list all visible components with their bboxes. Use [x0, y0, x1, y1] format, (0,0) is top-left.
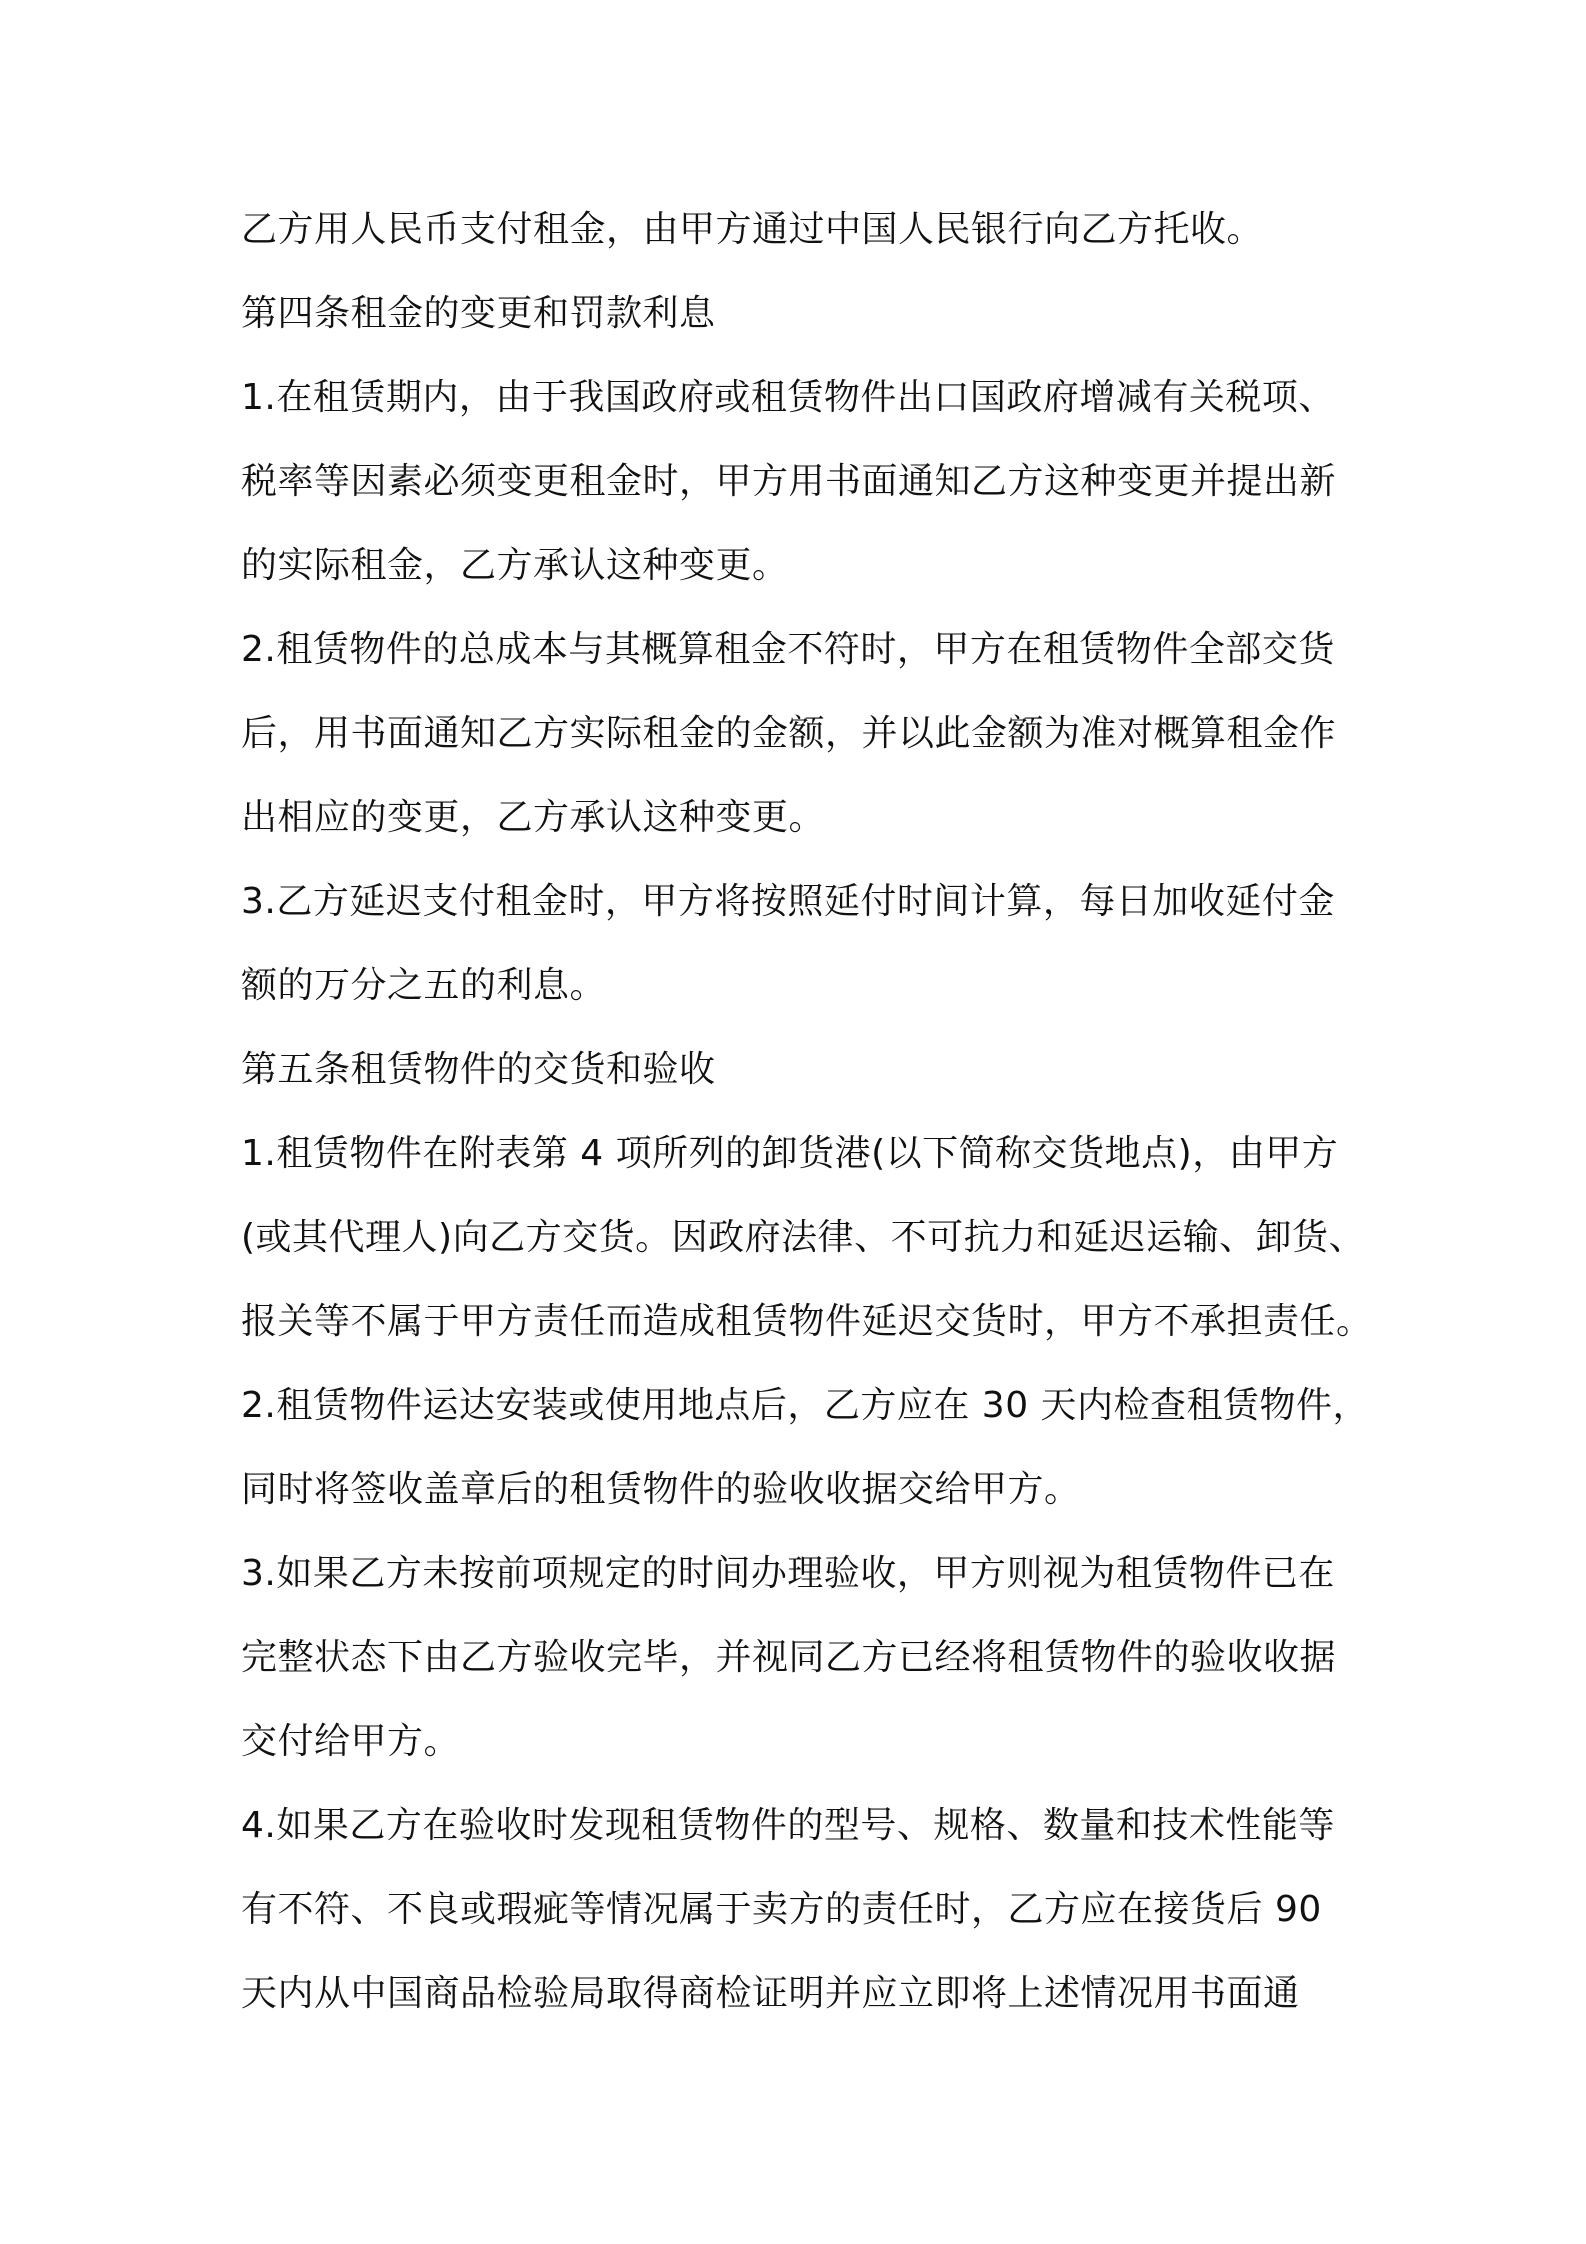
text-line: 天内从中国商品检验局取得商检证明并应立即将上述情况用书面通 [241, 1973, 1300, 2014]
text-line: 后，用书面通知乙方实际租金的金额，并以此金额为准对概算租金作 [241, 713, 1337, 754]
text-line: 2.租赁物件的总成本与其概算租金不符时，甲方在租赁物件全部交货 [241, 629, 1335, 670]
text-line: (或其代理人)向乙方交货。因政府法律、不可抗力和延迟运输、卸货、 [241, 1217, 1366, 1258]
text-line: 完整状态下由乙方验收完毕，并视同乙方已经将租赁物件的验收收据 [241, 1637, 1337, 1678]
text-line: 3.乙方延迟支付租金时，甲方将按照延付时间计算，每日加收延付金 [241, 881, 1335, 922]
text-line: 交付给甲方。 [241, 1721, 461, 1762]
text-line: 出相应的变更，乙方承认这种变更。 [241, 797, 826, 838]
text-line: 1.租赁物件在附表第 4 项所列的卸货港(以下简称交货地点)，由甲方 [241, 1133, 1339, 1174]
text-line: 有不符、不良或瑕疵等情况属于卖方的责任时，乙方应在接货后 90 [241, 1889, 1322, 1930]
text-line: 报关等不属于甲方责任而造成租赁物件延迟交货时，甲方不承担责任。 [241, 1301, 1373, 1342]
text-line: 3.如果乙方未按前项规定的时间办理验收，甲方则视为租赁物件已在 [241, 1553, 1335, 1594]
text-line: 4.如果乙方在验收时发现租赁物件的型号、规格、数量和技术性能等 [241, 1805, 1335, 1846]
section-heading: 第五条租赁物件的交货和验收 [241, 1049, 716, 1090]
text-line: 1.在租赁期内，由于我国政府或租赁物件出口国政府增减有关税项、 [241, 377, 1335, 418]
document-body [241, 188, 1381, 2036]
text-line: 的实际租金，乙方承认这种变更。 [241, 545, 789, 586]
text-line: 2.租赁物件运达安装或使用地点后，乙方应在 30 天内检查租赁物件， [241, 1385, 1370, 1426]
text-line: 税率等因素必须变更租金时，甲方用书面通知乙方这种变更并提出新 [241, 461, 1337, 502]
text-line: 额的万分之五的利息。 [241, 965, 607, 1006]
section-heading: 第四条租金的变更和罚款利息 [241, 293, 716, 334]
text-line: 乙方用人民币支付租金，由甲方通过中国人民银行向乙方托收。 [241, 209, 1264, 250]
text-line: 同时将签收盖章后的租赁物件的验收收据交给甲方。 [241, 1469, 1081, 1510]
